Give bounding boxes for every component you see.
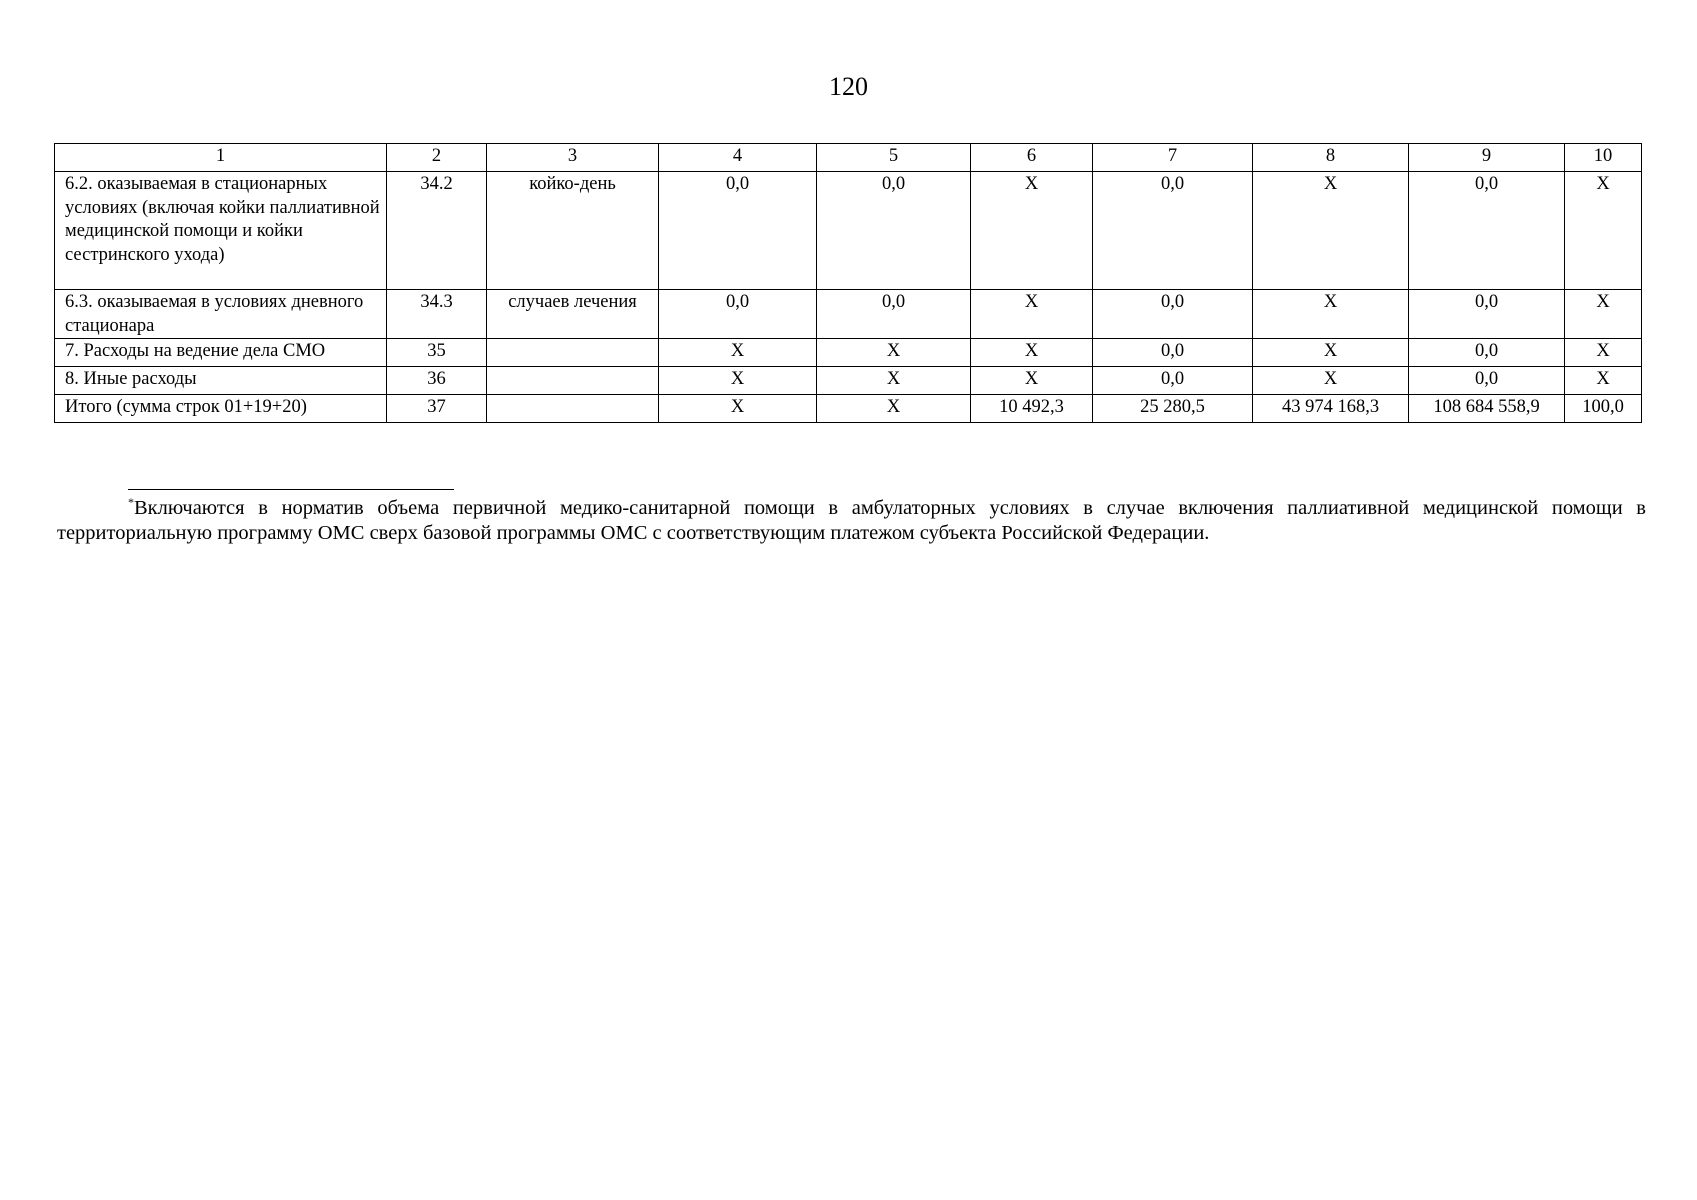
row-name-cell: 8. Иные расходы (55, 367, 387, 395)
value-cell: 25 280,5 (1093, 395, 1253, 423)
header-cell: 1 (55, 144, 387, 172)
row-code-cell: 35 (387, 339, 487, 367)
header-cell: 5 (817, 144, 971, 172)
value-cell: 0,0 (1409, 172, 1565, 290)
header-cell: 3 (487, 144, 659, 172)
value-cell: Х (659, 339, 817, 367)
value-cell: 0,0 (1409, 367, 1565, 395)
header-cell: 9 (1409, 144, 1565, 172)
page-number: 120 (829, 72, 868, 101)
row-code-cell: 34.3 (387, 290, 487, 339)
footnote-text: Включаются в норматив объема первичной медико-санитарной помощи в амбулаторных условиях в случае включения паллиативной медицинской помощи в территориальную программу ОМС сверх базовой программы ОМС с соответствующим платежом субъекта Российской Федерации. (57, 497, 1646, 544)
value-cell: 0,0 (1093, 172, 1253, 290)
value-cell: Х (1565, 172, 1642, 290)
value-cell: 0,0 (1409, 339, 1565, 367)
footnote-marker: * (128, 495, 134, 509)
value-cell: Х (1253, 367, 1409, 395)
value-cell: 0,0 (659, 290, 817, 339)
unit-cell (487, 395, 659, 423)
row-name-cell: Итого (сумма строк 01+19+20) (55, 395, 387, 423)
value-cell: 0,0 (1093, 367, 1253, 395)
value-cell: Х (971, 339, 1093, 367)
value-cell: Х (1565, 339, 1642, 367)
row-name-cell: 6.3. оказываемая в условиях дневного стационара (55, 290, 387, 339)
value-cell: Х (1253, 172, 1409, 290)
table-row (55, 339, 1642, 367)
value-cell: 0,0 (817, 172, 971, 290)
header-cell: 4 (659, 144, 817, 172)
value-cell: Х (971, 367, 1093, 395)
header-cell: 10 (1565, 144, 1642, 172)
value-cell: 10 492,3 (971, 395, 1093, 423)
row-code-cell: 34.2 (387, 172, 487, 290)
value-cell: Х (1565, 290, 1642, 339)
unit-cell (487, 339, 659, 367)
header-cell: 7 (1093, 144, 1253, 172)
table-header-row (55, 144, 1642, 172)
table-row (55, 172, 1642, 290)
row-code-cell: 37 (387, 395, 487, 423)
value-cell: Х (817, 367, 971, 395)
value-cell: Х (659, 367, 817, 395)
header-cell: 6 (971, 144, 1093, 172)
unit-cell: случаев лечения (487, 290, 659, 339)
footnote (57, 496, 1646, 546)
row-code-cell: 36 (387, 367, 487, 395)
value-cell: 0,0 (1093, 290, 1253, 339)
header-cell: 2 (387, 144, 487, 172)
unit-cell: койко-день (487, 172, 659, 290)
header-cell: 8 (1253, 144, 1409, 172)
row-name-cell: 7. Расходы на ведение дела СМО (55, 339, 387, 367)
table-row (55, 290, 1642, 339)
value-cell: 0,0 (1093, 339, 1253, 367)
value-cell: Х (817, 395, 971, 423)
value-cell: 0,0 (659, 172, 817, 290)
unit-cell (487, 367, 659, 395)
value-cell: Х (817, 339, 971, 367)
row-name-cell: 6.2. оказываемая в стационарных условиях (включая койки паллиативной медицинской помощи и койки сестринского ухода) (55, 172, 387, 290)
value-cell: Х (1565, 367, 1642, 395)
value-cell: 0,0 (817, 290, 971, 339)
data-table (54, 143, 1642, 423)
value-cell: Х (1253, 290, 1409, 339)
value-cell: 43 974 168,3 (1253, 395, 1409, 423)
value-cell: 108 684 558,9 (1409, 395, 1565, 423)
value-cell: Х (659, 395, 817, 423)
value-cell: Х (971, 172, 1093, 290)
value-cell: 0,0 (1409, 290, 1565, 339)
value-cell: Х (1253, 339, 1409, 367)
value-cell: 100,0 (1565, 395, 1642, 423)
value-cell: Х (971, 290, 1093, 339)
footnote-separator (128, 489, 454, 490)
table-row-total (55, 395, 1642, 423)
table-row (55, 367, 1642, 395)
